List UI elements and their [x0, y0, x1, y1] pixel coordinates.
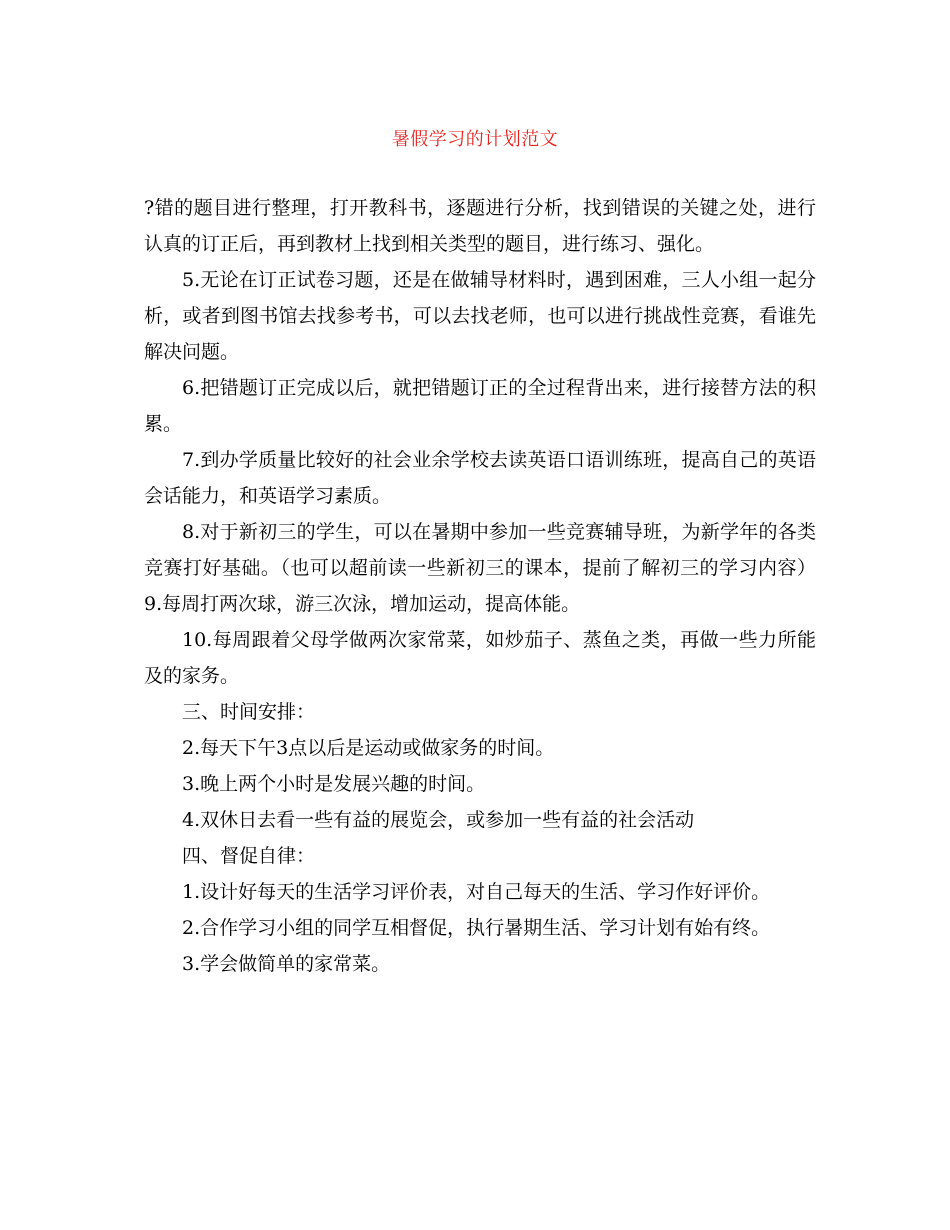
paragraph-9: 3.晚上两个小时是发展兴趣的时间。 [182, 773, 486, 795]
paragraph-4: 7.到办学质量比较好的社会业余学校去读英语口语训练班，提高自己的英语会话能力，和英语学习素质。 [144, 449, 816, 507]
section-heading-self-discipline: 四、督促自律： [182, 845, 316, 867]
paragraph-14: 3.学会做简单的家常菜。 [182, 953, 391, 975]
paragraph-5: 8.对于新初三的学生，可以在暑期中参加一些竞赛辅导班，为新学年的各类竞赛打好基础。（也可以超前读一些新初三的课本，提前了解初三的学习内容）9.每周打两次球，游三次泳，增加运动，提高体能。 [144, 521, 816, 615]
section-heading-time-schedule: 三、时间安排： [182, 701, 316, 723]
paragraph-8: 2.每天下午3点以后是运动或做家务的时间。 [182, 737, 555, 759]
paragraph-10: 4.双休日去看一些有益的展览会，或参加一些有益的社会活动 [182, 809, 695, 831]
paragraph-1: ?错的题目进行整理，打开教科书，逐题进行分析，找到错误的关键之处，进行认真的订正后，再到教材上找到相关类型的题目，进行练习、强化。 [144, 197, 816, 255]
document-title: 暑假学习的计划范文 [391, 129, 559, 150]
paragraph-12: 1.设计好每天的生活学习评价表，对自己每天的生活、学习作好评价。 [182, 881, 771, 903]
paragraph-13: 2.合作学习小组的同学互相督促，执行暑期生活、学习计划有始有终。 [182, 917, 771, 939]
paragraph-6: 10.每周跟着父母学做两次家常菜，如炒茄子、蒸鱼之类，再做一些力所能及的家务。 [144, 629, 816, 687]
document-body [144, 190, 816, 982]
paragraph-3: 6.把错题订正完成以后，就把错题订正的全过程背出来，进行接替方法的积累。 [144, 377, 816, 435]
paragraph-2: 5.无论在订正试卷习题，还是在做辅导材料时，遇到困难，三人小组一起分析，或者到图书馆去找参考书，可以去找老师，也可以进行挑战性竞赛，看谁先解决问题。 [144, 269, 816, 363]
